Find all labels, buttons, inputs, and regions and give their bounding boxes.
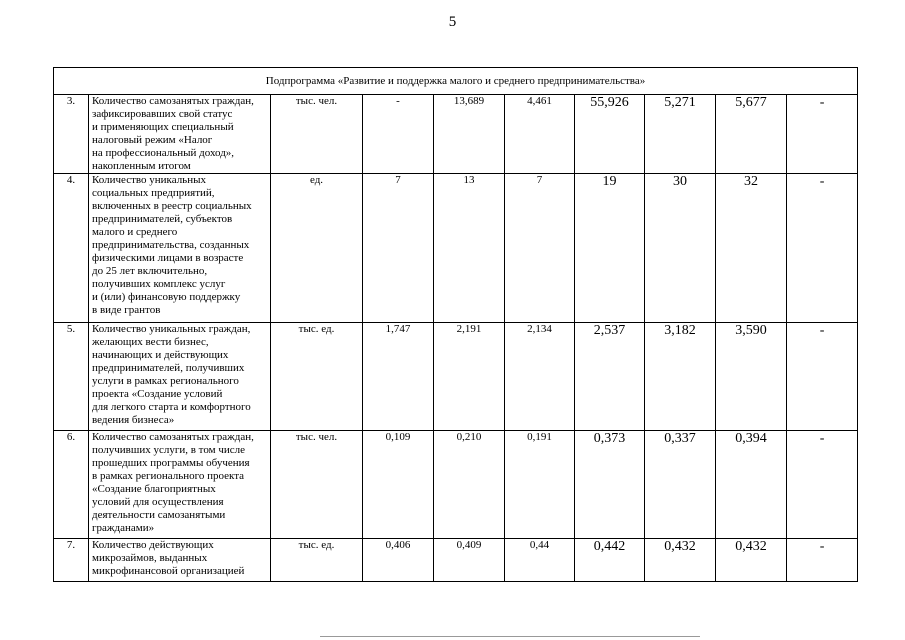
value-cell: 13,689 (434, 95, 505, 174)
indicator-name: Количество действующих микрозаймов, выданных микрофинансовой организацией (89, 539, 271, 582)
row-number: 7. (54, 539, 89, 582)
unit: ед. (271, 174, 363, 323)
value-cell: 0,210 (434, 431, 505, 539)
scan-edge-line (320, 636, 700, 640)
value-cell: 1,747 (363, 323, 434, 431)
row-number: 4. (54, 174, 89, 323)
value-cell: 3,182 (645, 323, 716, 431)
value-cell: 19 (575, 174, 645, 323)
row-number: 3. (54, 95, 89, 174)
indicators-table (53, 67, 858, 582)
table-row (54, 174, 858, 323)
subprogram-header-row (54, 68, 858, 95)
value-cell: 0,44 (505, 539, 575, 582)
value-cell: 0,406 (363, 539, 434, 582)
unit: тыс. чел. (271, 431, 363, 539)
indicator-name: Количество уникальных социальных предприятий, включенных в реестр социальных предпринимателей, субъектов малого и среднего предпринимательства, созданных физическими лицами в возрасте до 25 лет включительно, получивших комплекс услуг и (или) финансовую поддержку в виде грантов (89, 174, 271, 323)
value-cell: 32 (716, 174, 787, 323)
row-number: 5. (54, 323, 89, 431)
value-cell: 4,461 (505, 95, 575, 174)
value-cell: 5,271 (645, 95, 716, 174)
value-cell: 7 (505, 174, 575, 323)
value-cell: 30 (645, 174, 716, 323)
value-cell: 0,432 (716, 539, 787, 582)
value-cell: 0,337 (645, 431, 716, 539)
value-cell: 2,537 (575, 323, 645, 431)
indicator-name: Количество уникальных граждан, желающих вести бизнес, начинающих и действующих предпринимателей, получивших услуги в рамках регионального проекта «Создание условий для легкого старта и комфортного ведения бизнеса» (89, 323, 271, 431)
unit: тыс. ед. (271, 323, 363, 431)
value-cell: 0,109 (363, 431, 434, 539)
value-cell: - (787, 95, 858, 174)
unit: тыс. чел. (271, 95, 363, 174)
table-row (54, 323, 858, 431)
value-cell: - (787, 431, 858, 539)
indicator-name: Количество самозанятых граждан, получивших услуги, в том числе прошедших программы обучения в рамках регионального проекта «Создание благоприятных условий для осуществления деятельности самозанятыми гражданами» (89, 431, 271, 539)
value-cell: 0,432 (645, 539, 716, 582)
value-cell: 2,191 (434, 323, 505, 431)
value-cell: 0,409 (434, 539, 505, 582)
value-cell: 0,373 (575, 431, 645, 539)
table-row (54, 431, 858, 539)
value-cell: 0,442 (575, 539, 645, 582)
value-cell: 0,191 (505, 431, 575, 539)
value-cell: - (787, 174, 858, 323)
value-cell: - (787, 323, 858, 431)
value-cell: 2,134 (505, 323, 575, 431)
value-cell: - (363, 95, 434, 174)
unit: тыс. ед. (271, 539, 363, 582)
subprogram-title: Подпрограмма «Развитие и поддержка малого и среднего предпринимательства» (54, 68, 858, 95)
value-cell: 0,394 (716, 431, 787, 539)
value-cell: - (787, 539, 858, 582)
value-cell: 13 (434, 174, 505, 323)
row-number: 6. (54, 431, 89, 539)
indicator-name: Количество самозанятых граждан, зафиксировавших свой статус и применяющих специальный налоговый режим «Налог на профессиональный доход», накопленным итогом (89, 95, 271, 174)
table-row (54, 95, 858, 174)
table-row (54, 539, 858, 582)
page-number: 5 (448, 14, 457, 30)
value-cell: 55,926 (575, 95, 645, 174)
value-cell: 5,677 (716, 95, 787, 174)
value-cell: 3,590 (716, 323, 787, 431)
value-cell: 7 (363, 174, 434, 323)
